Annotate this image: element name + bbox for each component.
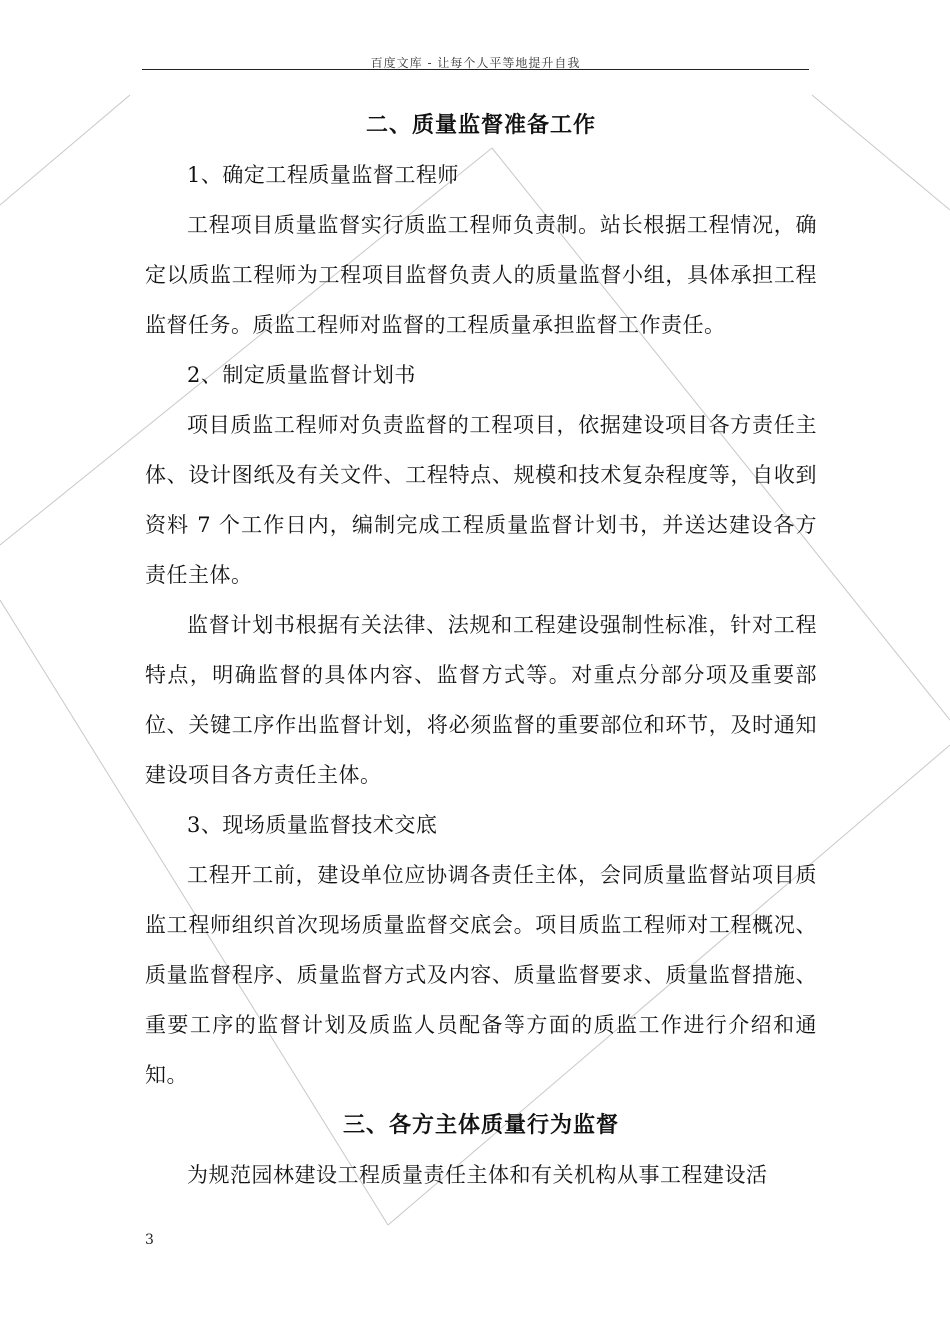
paragraph-plan-content: 监督计划书根据有关法律、法规和工程建设强制性标准，针对工程特点，明确监督的具体内容、监督方式等。对重点分部分项及重要部位、关键工序作出监督计划，将必须监督的重要部位和环节，及时通知建设项目各方责任主体。 [145, 613, 817, 787]
paragraph-plan-preparation: 项目质监工程师对负责监督的工程项目，依据建设项目各方责任主体、设计图纸及有关文件、工程特点、规模和技术复杂程度等，自收到资料 7 个工作日内，编制完成工程质量监督计划书，并送达建设各方责任主体。 [145, 413, 817, 587]
subheading-determine-engineer: 1、确定工程质量监督工程师 [187, 163, 459, 187]
page-header: 百度文库 - 让每个人平等地提升自我 [370, 56, 581, 70]
header-divider [142, 69, 809, 70]
paragraph-regulation-intro: 为规范园林建设工程质量责任主体和有关机构从事工程建设活 [187, 1163, 768, 1187]
subheading-technical-briefing: 3、现场质量监督技术交底 [187, 813, 438, 837]
paragraph-engineer-responsibility: 工程项目质量监督实行质监工程师负责制。站长根据工程情况，确定以质监工程师为工程项目监督负责人的质量监督小组，具体承担工程监督任务。质监工程师对监督的工程质量承担监督工作责任。 [145, 213, 817, 337]
section-heading-preparation: 二、质量监督准备工作 [365, 112, 596, 138]
document-body [145, 100, 817, 1200]
paragraph-briefing-meeting: 工程开工前，建设单位应协调各责任主体，会同质量监督站项目质监工程师组织首次现场质量监督交底会。项目质监工程师对工程概况、质量监督程序、质量监督方式及内容、质量监督要求、质量监督措施、重要工序的监督计划及质监人员配备等方面的质监工作进行介绍和通知。 [145, 863, 817, 1087]
subheading-supervision-plan: 2、制定质量监督计划书 [187, 363, 416, 387]
section-heading-party-conduct: 三、各方主体质量行为监督 [342, 1112, 619, 1138]
page-number: 3 [145, 1232, 154, 1248]
